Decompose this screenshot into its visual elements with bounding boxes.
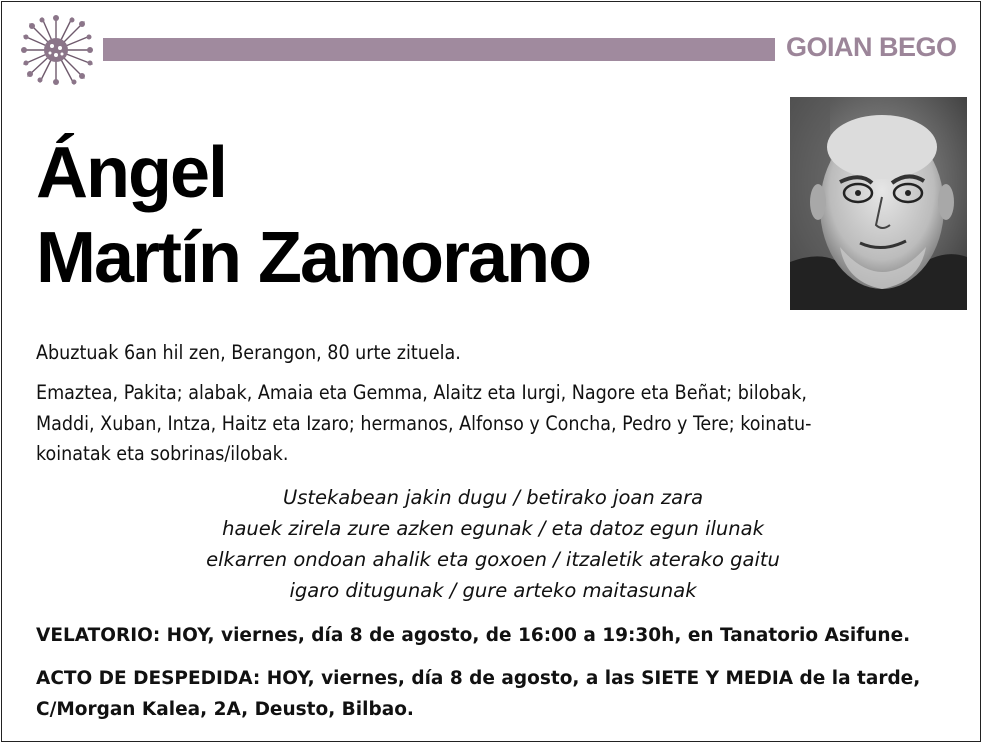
poem-line: hauek zirela zure azken egunak / eta datoz egun ilunak: [222, 517, 764, 540]
deceased-first-name: Ángel: [36, 133, 227, 213]
family-line: Emaztea, Pakita; alabak, Amaia eta Gemma, Alaitz eta Iurgi, Nagore eta Beñat; bilobak,: [36, 381, 807, 404]
family-line: Maddi, Xuban, Intza, Haitz eta Izaro; hermanos, Alfonso y Concha, Pedro y Tere; koinatu-: [36, 411, 812, 435]
family-line: koinatak eta sobrinas/ilobak.: [36, 442, 289, 465]
header-label: GOIAN BEGO: [786, 32, 957, 62]
poem: [36, 482, 950, 606]
flower-icon: [12, 10, 100, 90]
death-line: Abuztuak 6an hil zen, Berangon, 80 urte zituela.: [36, 341, 461, 364]
portrait-image: [790, 97, 967, 310]
poem-line: Ustekabean jakin dugu / betirako joan zara: [282, 486, 704, 509]
poem-line: elkarren ondoan ahalik eta goxoen / itzaletik aterako gaitu: [206, 548, 780, 571]
family-paragraph: [36, 378, 950, 470]
header-bar: [103, 38, 775, 61]
wake-info: VELATORIO: HOY, viernes, día 8 de agosto, de 16:00 a 19:30h, en Tanatorio Asifune.: [36, 625, 911, 646]
poem-line: igaro ditugunak / gure arteko maitasunak: [289, 579, 697, 602]
farewell-line: ACTO DE DESPEDIDA: HOY, viernes, día 8 de agosto, a las SIETE Y MEDIA de la tarde,: [36, 668, 921, 689]
farewell-info: [36, 663, 966, 725]
deceased-surname: Martín Zamorano: [36, 218, 591, 298]
farewell-line: C/Morgan Kalea, 2A, Deusto, Bilbao.: [36, 699, 414, 720]
portrait-photo: [790, 97, 967, 310]
